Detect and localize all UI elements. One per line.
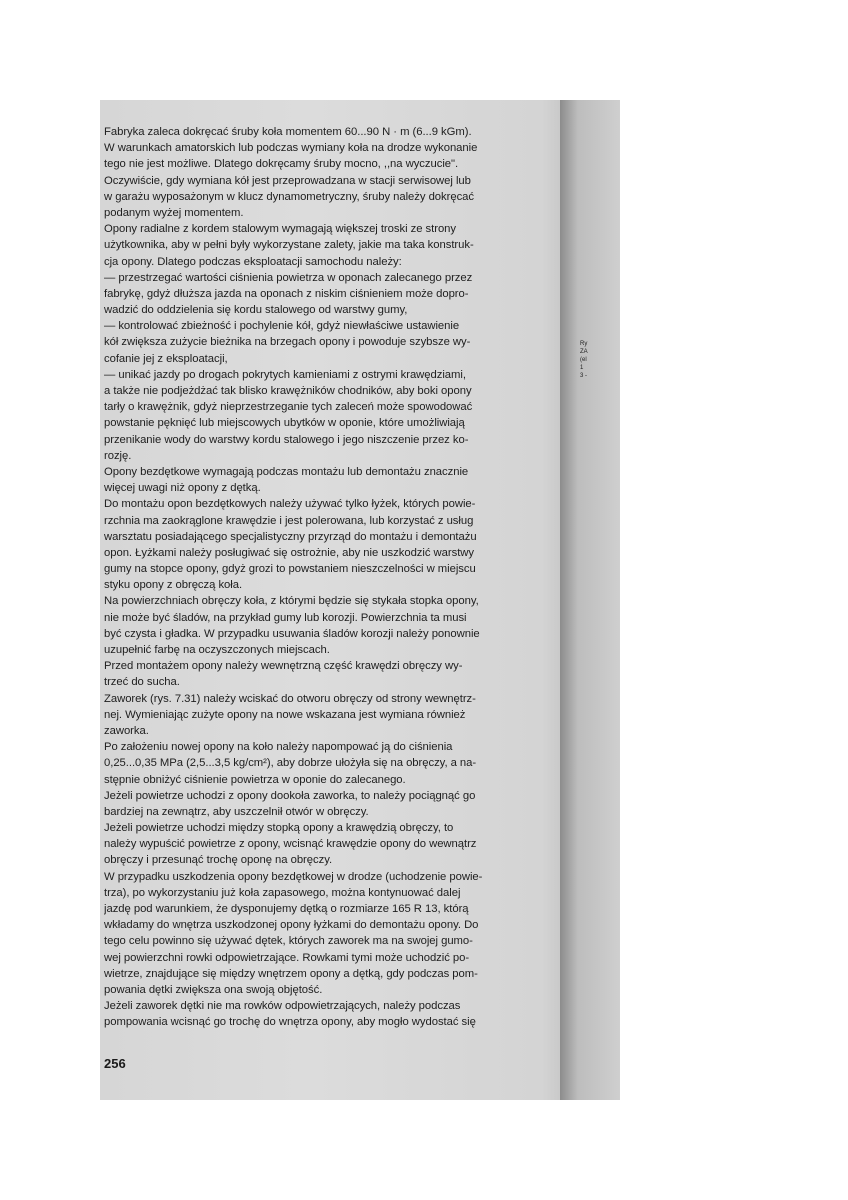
text-line: wietrze, znajdujące się między wnętrzem opony a dętką, gdy podczas pom- [104, 967, 478, 980]
body-text [104, 124, 556, 1031]
adjacent-fragment: Ry [580, 341, 588, 347]
adjacent-page-fragments [580, 340, 616, 380]
text-line: Do montażu opon bezdętkowych należy używać tylko łyżek, których powie- [104, 498, 476, 511]
text-line: trzeć do sucha. [104, 676, 180, 689]
adjacent-fragment: ZA [580, 349, 588, 355]
text-line: nej. Wymieniając zużyte opony na nowe wskazana jest wymiana również [104, 708, 466, 721]
text-line: przenikanie wody do warstwy kordu stalowego i jego niszczenie przez ko- [104, 433, 469, 446]
text-line: Po założeniu nowej opony na koło należy napompować ją do ciśnienia [104, 741, 453, 754]
text-line: w garażu wyposażonym w klucz dynamometryczny, śruby należy dokręcać [104, 190, 475, 203]
text-line: — przestrzegać wartości ciśnienia powietrza w oponach zalecanego przez [104, 271, 473, 284]
page-number: 256 [104, 1056, 126, 1071]
text-line: obręczy i przesunąć trochę oponę na obręczy. [104, 854, 333, 867]
text-line: jazdę pod warunkiem, że dysponujemy dętką o rozmiarze 165 R 13, którą [104, 903, 469, 915]
text-line: opon. Łyżkami należy posługiwać się ostrożnie, aby nie uszkodzić warstwy [104, 546, 474, 559]
text-line: Jeżeli zaworek dętki nie ma rowków odpowietrzających, należy podczas [104, 1000, 461, 1013]
text-line: rozję. [104, 449, 132, 462]
text-line: podanym wyżej momentem. [104, 206, 244, 219]
text-line: Opony bezdętkowe wymagają podczas montażu lub demontażu znacznie [104, 465, 469, 478]
text-line: Opony radialne z kordem stalowym wymagają większej troski ze strony [104, 223, 457, 236]
text-line: styku opony z obręczą koła. [104, 579, 243, 592]
text-line: Przed montażem opony należy wewnętrzną część krawędzi obręczy wy- [104, 660, 463, 673]
text-line: Jeżeli powietrze uchodzi między stopką opony a krawędzią obręczy, to [104, 822, 454, 835]
text-line: — kontrolować zbieżność i pochylenie kół, gdyż niewłaściwe ustawienie [104, 320, 460, 333]
text-line: Jeżeli powietrze uchodzi z opony dookoła zaworka, to należy pociągnąć go [104, 789, 476, 802]
adjacent-fragment: 3 - [580, 373, 588, 379]
adjacent-fragment: 1 [580, 365, 584, 371]
text-line: być czysta i gładka. W przypadku usuwania śladów korozji należy ponownie [104, 627, 480, 640]
text-line: cofanie jej z eksploatacji, [104, 352, 228, 365]
text-line: wadzić do oddzielenia się kordu stalowego od warstwy gumy, [104, 304, 408, 317]
text-line: stępnie obniżyć ciśnienie powietrza w oponie do zalecanego. [104, 773, 406, 786]
text-line: 0,25...0,35 MPa (2,5...3,5 kg/cm²), aby dobrze ułożyła się na obręczy, a na- [104, 757, 477, 770]
text-line: zaworka. [104, 724, 149, 737]
text-line: wkładamy do wnętrza uszkodzonej opony łyżkami do demontażu opony. Do [104, 919, 479, 932]
text-line: tarły o krawężnik, gdyż nieprzestrzeganie tych zaleceń może spowodować [104, 401, 473, 414]
text-line: warsztatu posiadającego specjalistyczny przyrząd do montażu i demontażu [104, 530, 477, 543]
text-line: Fabryka zaleca dokręcać śruby koła momentem 60...90 N · m (6...9 kGm). [104, 126, 472, 138]
text-line: tego celu powinno się używać dętek, których zaworek ma na swojej gumo- [104, 935, 473, 948]
text-line: Oczywiście, gdy wymiana kół jest przeprowadzana w stacji serwisowej lub [104, 174, 471, 187]
text-line: należy wypuścić powietrze z opony, wcisnąć krawędzie opony do wewnątrz [104, 838, 477, 851]
text-line: Zaworek (rys. 7.31) należy wciskać do otworu obręczy od strony wewnętrz- [104, 692, 476, 705]
adjacent-fragment: (el [580, 357, 587, 363]
text-line: W przypadku uszkodzenia opony bezdętkowej w drodze (uchodzenie powie- [104, 870, 483, 883]
text-line: pompowania wcisnąć go trochę do wnętrza opony, aby mogło wydostać się [104, 1016, 476, 1029]
text-line: a także nie podjeżdżać tak blisko krawężników chodników, aby boki opony [104, 385, 472, 397]
text-line: kół zwiększa zużycie bieżnika na brzegach opony i powoduje szybsze wy- [104, 336, 471, 349]
text-line: fabrykę, gdyż dłuższa jazda na oponach z niskim ciśnieniem może dopro- [104, 287, 469, 300]
text-line: tego nie jest możliwe. Dlatego dokręcamy śruby mocno, ,,na wyczucie". [104, 158, 459, 171]
text-line: rzchnia ma zaokrąglone krawędzie i jest polerowana, lub korzystać z usług [104, 514, 474, 527]
text-line: bardziej na zewnątrz, aby uszczelnił otwór w obręczy. [104, 805, 369, 818]
text-line: — unikać jazdy po drogach pokrytych kamieniami z ostrymi krawędziami, [104, 368, 466, 381]
text-line: trza), po wykorzystaniu już koła zapasowego, można kontynuować dalej [104, 886, 461, 899]
text-line: W warunkach amatorskich lub podczas wymiany koła na drodze wykonanie [104, 142, 478, 155]
adjacent-page-edge [560, 100, 620, 1100]
text-line: powstanie pęknięć lub miejscowych ubytków w oponie, które umożliwiają [104, 417, 465, 430]
text-line: użytkownika, aby w pełni były wykorzystane zalety, jakie ma taka konstruk- [104, 239, 474, 252]
text-line: więcej uwagi niż opony z dętką. [104, 482, 261, 495]
text-line: Na powierzchniach obręczy koła, z którymi będzie się stykała stopka opony, [104, 595, 479, 608]
text-line: uzupełnić farbę na oczyszczonych miejscach. [104, 644, 330, 656]
text-line: gumy na stopce opony, gdyż grozi to powstaniem nieszczelności w miejscu [104, 563, 476, 576]
text-line: cja opony. Dlatego podczas eksploatacji samochodu należy: [104, 255, 402, 268]
text-line: powania dętki zwiększa ona swoją objętość. [104, 983, 323, 996]
text-line: wej powierzchni rowki odpowietrzające. Rowkami tymi może uchodzić po- [104, 951, 470, 964]
text-line: nie może być śladów, na przykład gumy lub korozji. Powierzchnia ta musi [104, 611, 467, 624]
